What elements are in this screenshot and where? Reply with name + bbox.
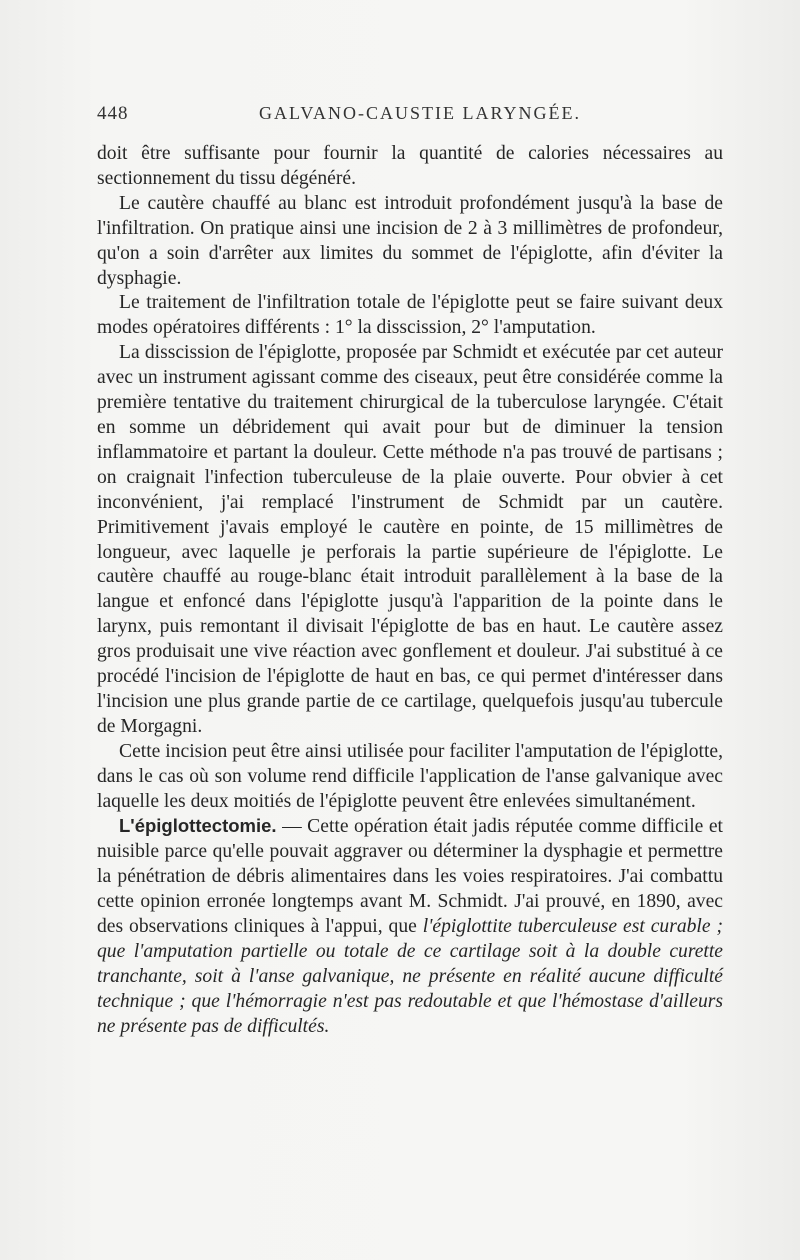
- paragraph-incision: Cette incision peut être ainsi utilisée pour faciliter l'amputation de l'épiglotte, dans le cas où son volume rend difficile l'application de l'anse galvanique avec laquelle les deux moitiés de l'épiglotte peuvent être enlevées simultanément.: [97, 740, 723, 812]
- page-header: [97, 103, 707, 133]
- paragraph-traitement: Le traitement de l'infiltration totale de l'épiglotte peut se faire suivant deux modes opératoires différents : 1° la disscission, 2° l'amputation.: [97, 292, 723, 339]
- paragraph-epiglottectomie: [97, 814, 723, 1039]
- epiglottectomie-italic-text: l'épiglottite tuberculeuse est curable ; que l'amputation partielle ou totale de ce cartilage soit à la double curette tranchante, soit à l'anse galvanique, ne présente en réalité aucune difficulté technique ; que l'hémorragie n'est pas redoutable et que l'hémostase d'ailleurs ne présente pas de difficultés.: [97, 916, 723, 1037]
- section-term: L'épiglottectomie.: [119, 815, 277, 837]
- running-title: GALVANO-CAUSTIE LARYNGÉE.: [259, 103, 582, 123]
- paragraph-continuation: doit être suffisante pour fournir la quantité de calories nécessaires au sectionnement du tissu dégénéré.: [97, 143, 723, 189]
- page-number: 448: [97, 103, 129, 124]
- body-text: [97, 142, 723, 1040]
- paragraph-cautere: Le cautère chauffé au blanc est introduit profondément jusqu'à la base de l'infiltration. On pratique ainsi une incision de 2 à 3 millimètres de profondeur, qu'on a soin d'arrêter aux limites du sommet de l'épiglotte, afin d'éviter la dysphagie.: [97, 192, 723, 289]
- paragraph-disscission: La disscission de l'épiglotte, proposée par Schmidt et exécutée par cet auteur avec un instrument agissant comme des ciseaux, peut être considérée comme la première tentative du traitement chirurgical de la tuberculose laryngée. C'était en somme un débridement qui avait pour but de diminuer la tension inflammatoire et partant la douleur. Cette méthode n'a pas trouvé de partisans ; on craignait l'infection tuberculeuse de la plaie ouverte. Pour obvier à cet inconvénient, j'ai remplacé l'instrument de Schmidt par un cautère. Primitivement j'avais employé le cautère en pointe, de 15 millimètres de longueur, avec laquelle je perforais la partie supérieure de l'épiglotte. Le cautère chauffé au rouge-blanc était introduit parallèlement à la base de la langue et enfoncé dans l'épiglotte jusqu'à l'apparition de la pointe dans le larynx, puis remontant il divisait l'épiglotte de bas en haut. Le cautère assez gros produisait une vive réaction avec gonflement et douleur. J'ai substitué à ce procédé l'incision de l'épiglotte de haut en bas, ce qui permet d'intéresser dans l'incision une plus grande partie de ce cartilage, quelquefois jusqu'au tubercule de Morgagni.: [97, 342, 723, 737]
- epiglottectomie-text: — Cette opération était jadis réputée comme difficile et nuisible parce qu'elle pouvait aggraver ou déterminer la dysphagie et permettre la pénétration de débris alimentaires dans les voies respiratoires. J'ai combattu cette opinion erronée longtemps avant M. Schmidt. J'ai prouvé, en 1890, avec des observations cliniques à l'appui, que: [97, 816, 723, 938]
